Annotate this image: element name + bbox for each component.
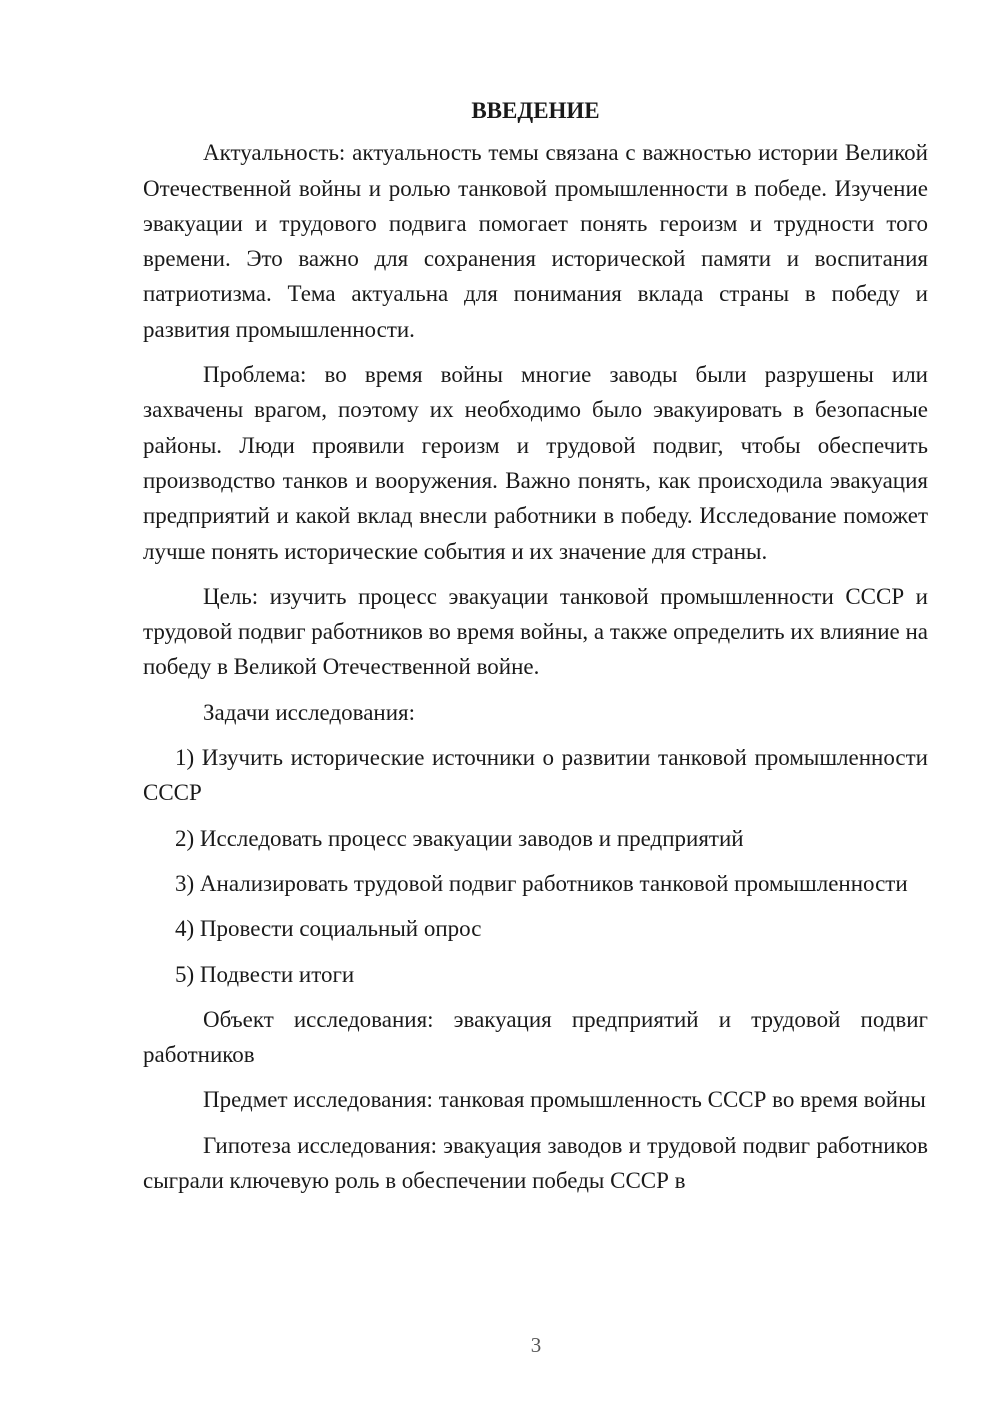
task-item: 3) Анализировать трудовой подвиг работников танковой промышленности xyxy=(175,870,908,896)
tasks-heading: Задачи исследования: xyxy=(203,699,416,725)
section-title: ВВЕДЕНИЕ xyxy=(471,98,600,123)
relevance-paragraph: Актуальность: актуальность темы связана с важностью истории Великой Отечественной войны и ролью танковой промышленности в победе. Изучение эвакуации и трудового подвига помогает понять героизм и трудности того времени. Это важно для сохранения исторической памяти и воспитания патриотизма. Тема актуальна для понимания вклада страны в победу и развития промышленности. xyxy=(143,140,928,342)
problem-paragraph: Проблема: во время войны многие заводы были разрушены или захвачены врагом, поэтому их необходимо было эвакуировать в безопасные районы. Люди проявили героизм и трудовой подвиг, чтобы обеспечить производство танков и вооружения. Важно понять, как происходила эвакуация предприятий и какой вклад внесли работники в победу. Исследование поможет лучше понять исторические события и их значение для страны. xyxy=(143,362,928,564)
task-item: 2) Исследовать процесс эвакуации заводов и предприятий xyxy=(175,825,744,851)
document-page xyxy=(143,93,928,1208)
task-item: 1) Изучить исторические источники о развитии танковой промышленности СССР xyxy=(143,745,928,806)
task-item: 5) Подвести итоги xyxy=(175,961,355,987)
goal-paragraph: Цель: изучить процесс эвакуации танковой промышленности СССР и трудовой подвиг работников во время войны, а также определить их влияние на победу в Великой Отечественной войне. xyxy=(143,583,928,680)
subject-paragraph: Предмет исследования: танковая промышленность СССР во время войны xyxy=(203,1087,926,1113)
tasks-list xyxy=(143,740,928,992)
task-item: 4) Провести социальный опрос xyxy=(175,916,482,942)
object-paragraph: Объект исследования: эвакуация предприятий и трудовой подвиг работников xyxy=(143,1006,928,1068)
page-number: 3 xyxy=(530,1333,542,1357)
hypothesis-paragraph: Гипотеза исследования: эвакуация заводов и трудовой подвиг работников сыграли ключевую роль в обеспечении победы СССР в xyxy=(143,1132,928,1194)
